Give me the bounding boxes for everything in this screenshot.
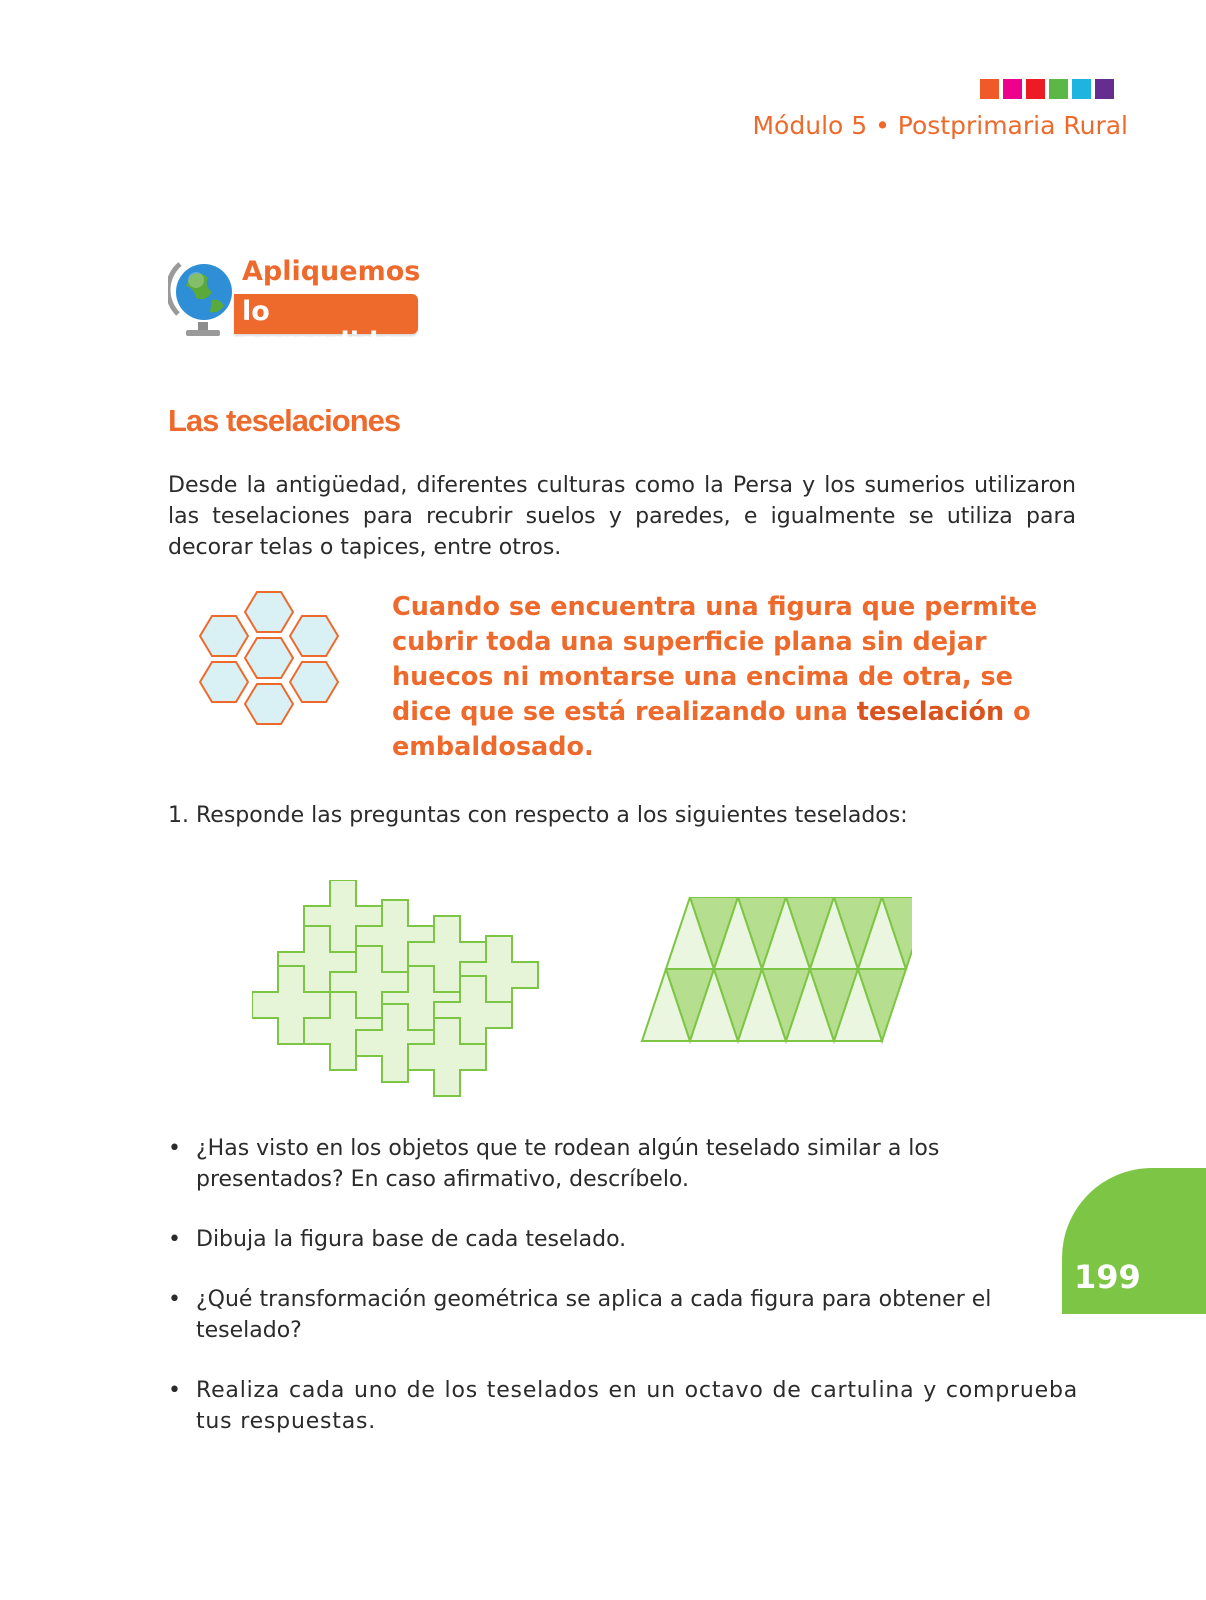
bullet-text: Realiza cada uno de los teselados en un octavo de cartulina y comprueba tus respuestas. <box>196 1378 1078 1434</box>
module-label: Módulo 5 • Postprimaria Rural <box>752 111 1128 140</box>
exercise-bullet-list <box>168 1133 1078 1466</box>
bullet-dot: • <box>168 1227 181 1252</box>
color-swatch-red <box>1026 79 1045 99</box>
definition-text <box>392 590 1072 765</box>
color-swatch-green <box>1049 79 1068 99</box>
list-item <box>168 1133 1078 1195</box>
list-item <box>168 1375 1078 1437</box>
color-swatch-orange <box>980 79 999 99</box>
globe-icon <box>168 252 242 342</box>
exercise-question: 1. Responde las preguntas con respecto a los siguientes teselados: <box>168 803 908 828</box>
cross-tessellation-illustration <box>252 880 544 1098</box>
hexagon-tile <box>200 662 248 702</box>
bullet-text: ¿Qué transformación geométrica se aplica a cada figura para obtener el teselado? <box>196 1287 992 1343</box>
hexagon-tile <box>290 616 338 656</box>
hexagon-tile <box>245 638 293 678</box>
badge-line1: Apliquemos <box>242 256 421 287</box>
bullet-dot: • <box>168 1378 181 1403</box>
hexagon-tessellation-illustration <box>196 588 342 730</box>
hexagon-tile <box>245 684 293 724</box>
intro-paragraph: Desde la antigüedad, diferentes culturas como la Persa y los sumerios utilizaron las teselaciones para recubrir suelos y paredes, e igualmente se utiliza para decorar telas o tapices, entre otros. <box>168 473 1076 560</box>
color-strip <box>980 79 1114 99</box>
triangle-tessellation-illustration <box>618 897 912 1049</box>
section-title: Las teselaciones <box>168 403 401 438</box>
section-badge <box>168 252 428 358</box>
hexagon-tile <box>200 616 248 656</box>
hexagon-tile <box>290 662 338 702</box>
bullet-text: Dibuja la figura base de cada teselado. <box>196 1227 627 1252</box>
definition-keyword: teselación <box>856 697 1005 727</box>
definition-before: Cuando se encuentra una figura que permite cubrir toda una superficie plana sin dejar huecos ni montarse una encima de otra, se dice que se está realizando una <box>392 592 1038 727</box>
list-item <box>168 1224 1078 1255</box>
bullet-dot: • <box>168 1136 181 1161</box>
color-swatch-cyan <box>1072 79 1091 99</box>
hexagon-tile <box>245 592 293 632</box>
badge-line2: lo aprendido <box>242 296 397 358</box>
color-swatch-purple <box>1095 79 1114 99</box>
color-swatch-magenta <box>1003 79 1022 99</box>
bullet-dot: • <box>168 1287 181 1312</box>
page-number: 199 <box>1074 1258 1141 1296</box>
bullet-text: ¿Has visto en los objetos que te rodean algún teselado similar a los presentados? En caso afirmativo, descríbelo. <box>196 1136 940 1192</box>
definition-after: o embaldosado. <box>392 697 1031 762</box>
list-item <box>168 1284 1078 1346</box>
